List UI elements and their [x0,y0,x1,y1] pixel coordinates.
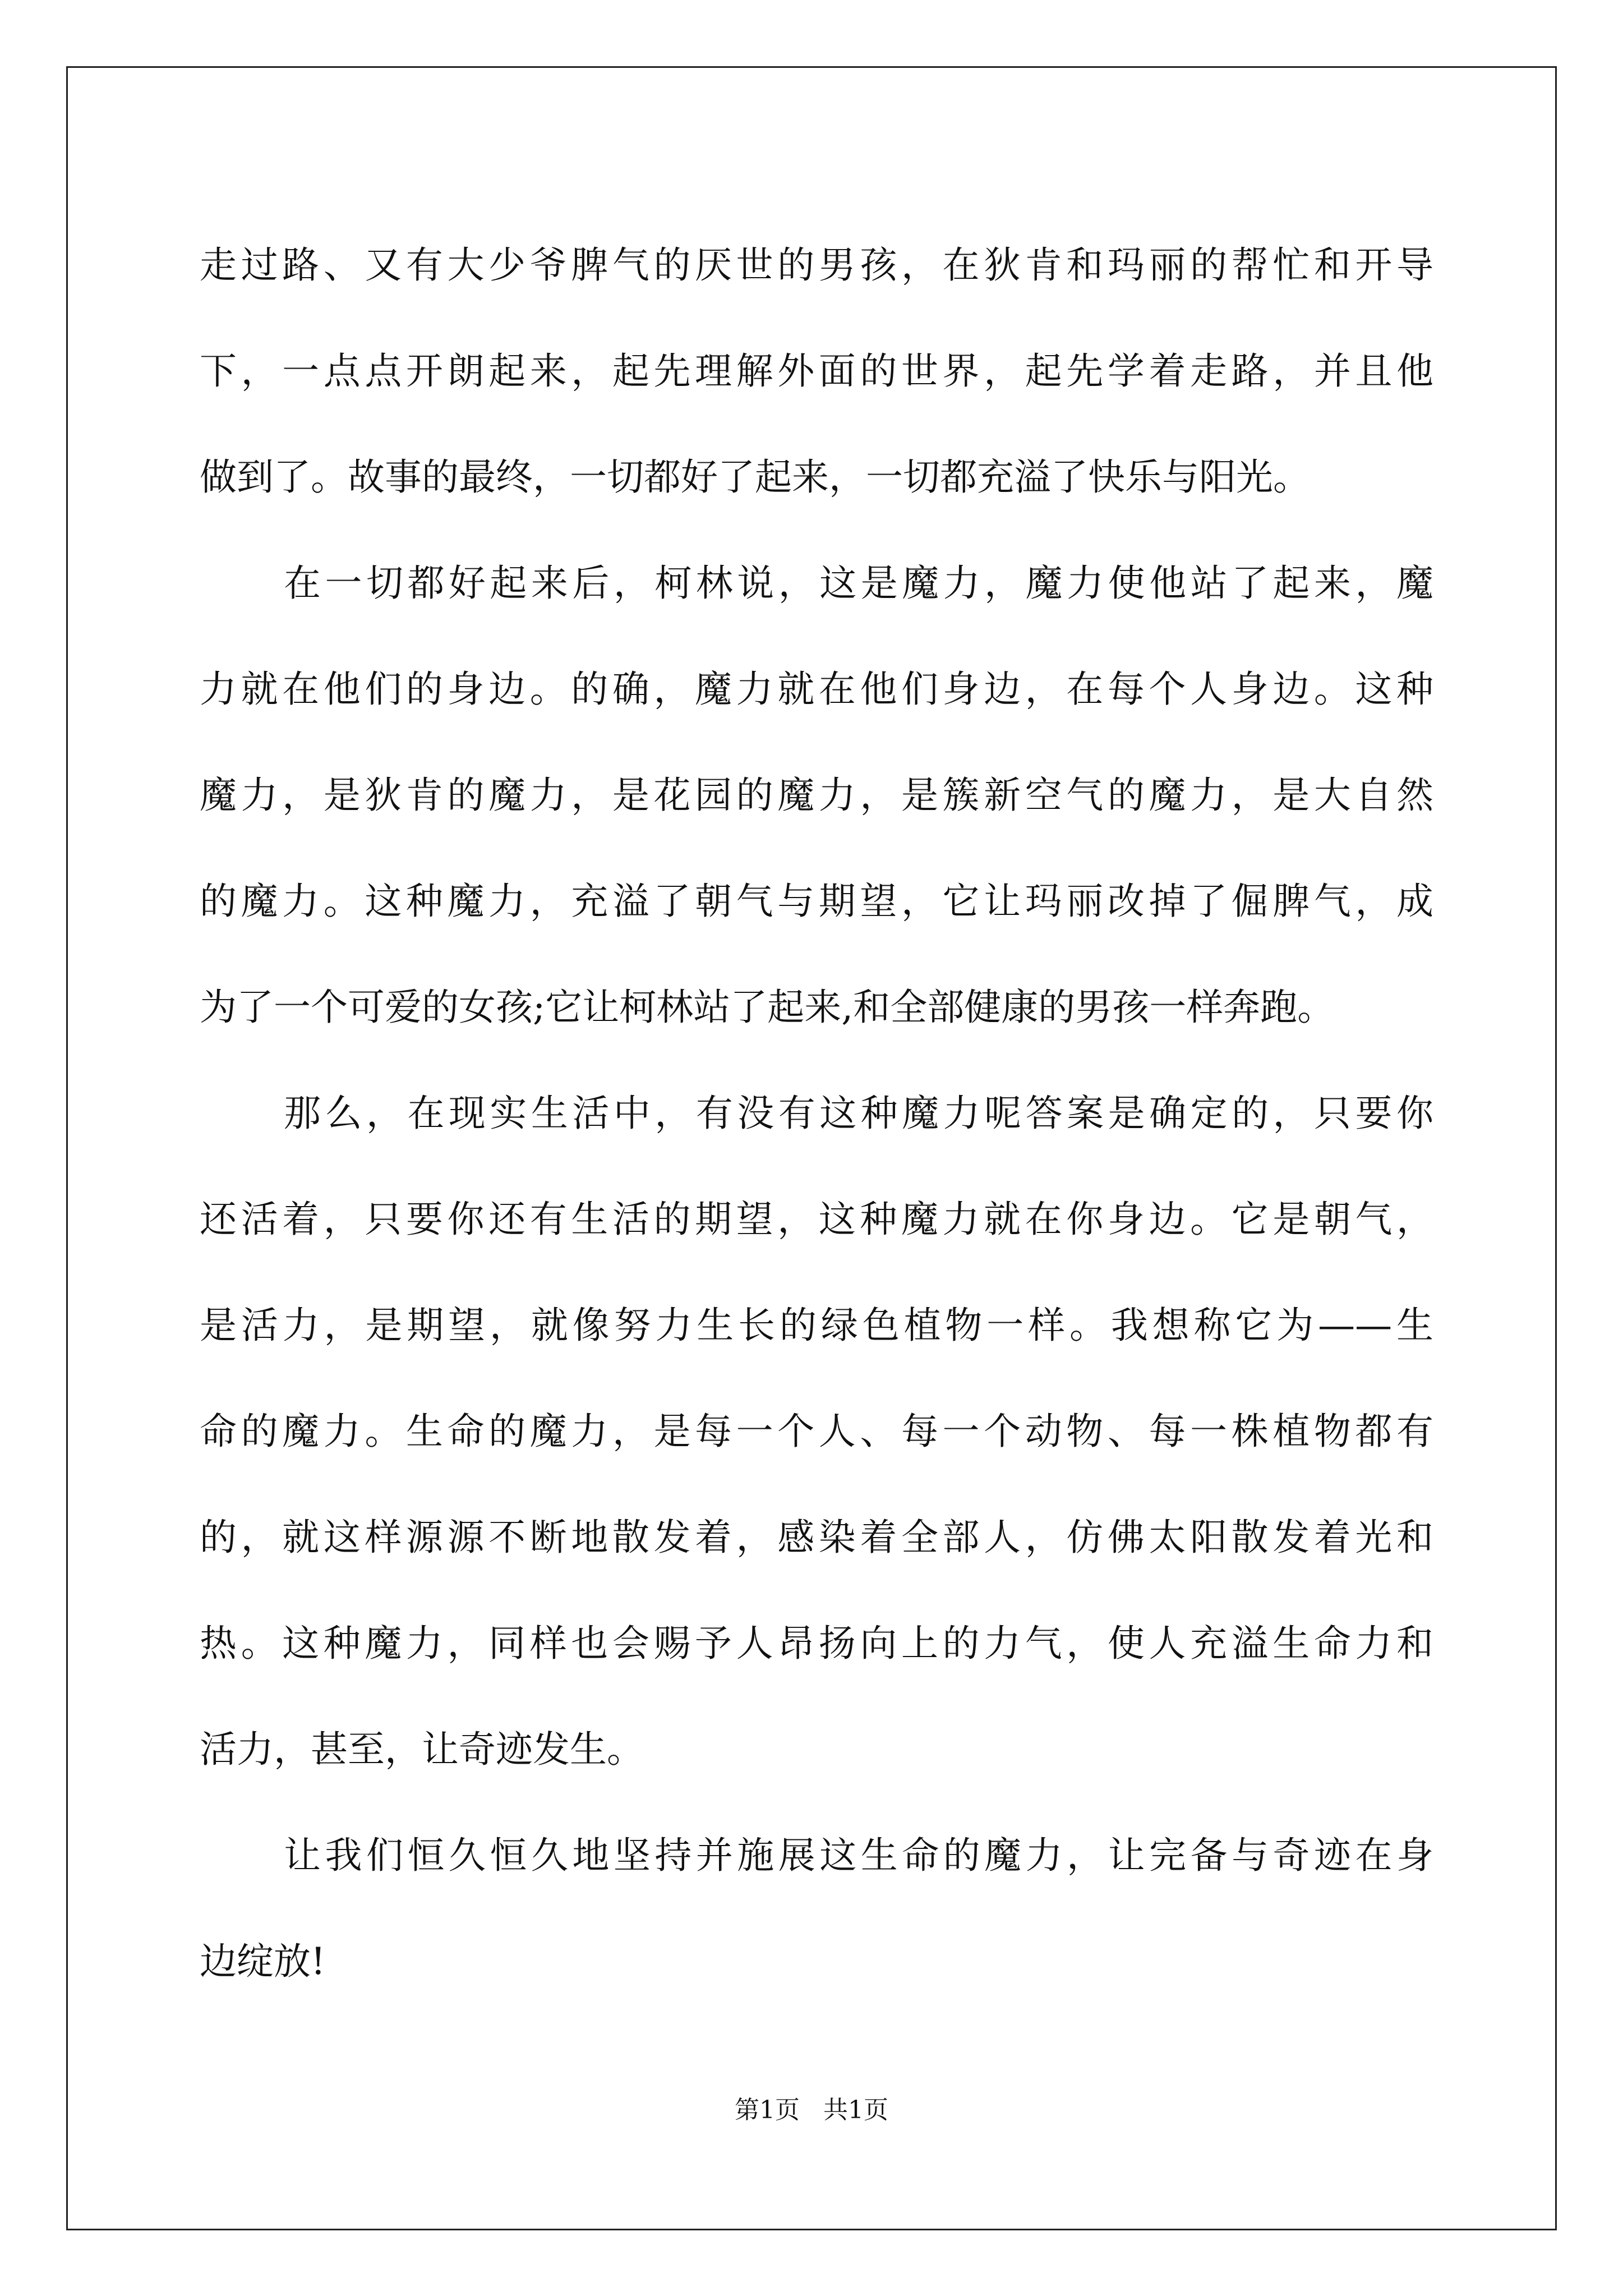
text-line: 下，一点点开朗起来，起先理解外面的世界，起先学着走路，并且他 [200,349,1433,393]
text-line: 活力，甚至，让奇迹发生。 [200,1728,644,1771]
text-line: 做到了。故事的最终，一切都好了起来，一切都充溢了快乐与阳光。 [200,455,1310,499]
text-line: 力就在他们的身边。的确，魔力就在他们身边，在每个人身边。这种 [200,668,1433,711]
text-line: 热。这种魔力，同样也会赐予人昂扬向上的力气，使人充溢生命力和 [200,1622,1433,1665]
paragraph-start-line: 那么，在现实生活中，有没有这种魔力呢答案是确定的，只要你 [284,1092,1433,1135]
text-line: 命的魔力。生命的魔力，是每一个人、每一个动物、每一株植物都有 [200,1410,1433,1453]
document-body [200,212,1433,2014]
text-line: 边绽放! [200,1940,326,1983]
text-line: 的，就这样源源不断地散发着，感染着全部人，仿佛太阳散发着光和 [200,1516,1433,1559]
text-line: 为了一个可爱的女孩;它让柯林站了起来,和全部健康的男孩一样奔跑。 [200,986,1335,1029]
paragraph-start-line: 让我们恒久恒久地坚持并施展这生命的魔力，让完备与奇迹在身 [284,1834,1433,1877]
text-line: 还活着，只要你还有生活的期望，这种魔力就在你身边。它是朝气， [200,1198,1433,1241]
text-line: 魔力，是狄肯的魔力，是花园的魔力，是簇新空气的魔力，是大自然 [200,774,1433,817]
page-footer [0,2093,1623,2127]
text-line: 的魔力。这种魔力，充溢了朝气与期望，它让玛丽改掉了倔脾气，成 [200,880,1433,923]
page-total: 共1页 [823,2096,888,2124]
paragraph-start-line: 在一切都好起来后，柯林说，这是魔力，魔力使他站了起来，魔 [284,562,1433,605]
page-number: 第1页 [735,2096,800,2124]
text-line: 走过路、又有大少爷脾气的厌世的男孩，在狄肯和玛丽的帮忙和开导 [200,243,1433,287]
text-line: 是活力，是期望，就像努力生长的绿色植物一样。我想称它为——生 [200,1304,1433,1347]
